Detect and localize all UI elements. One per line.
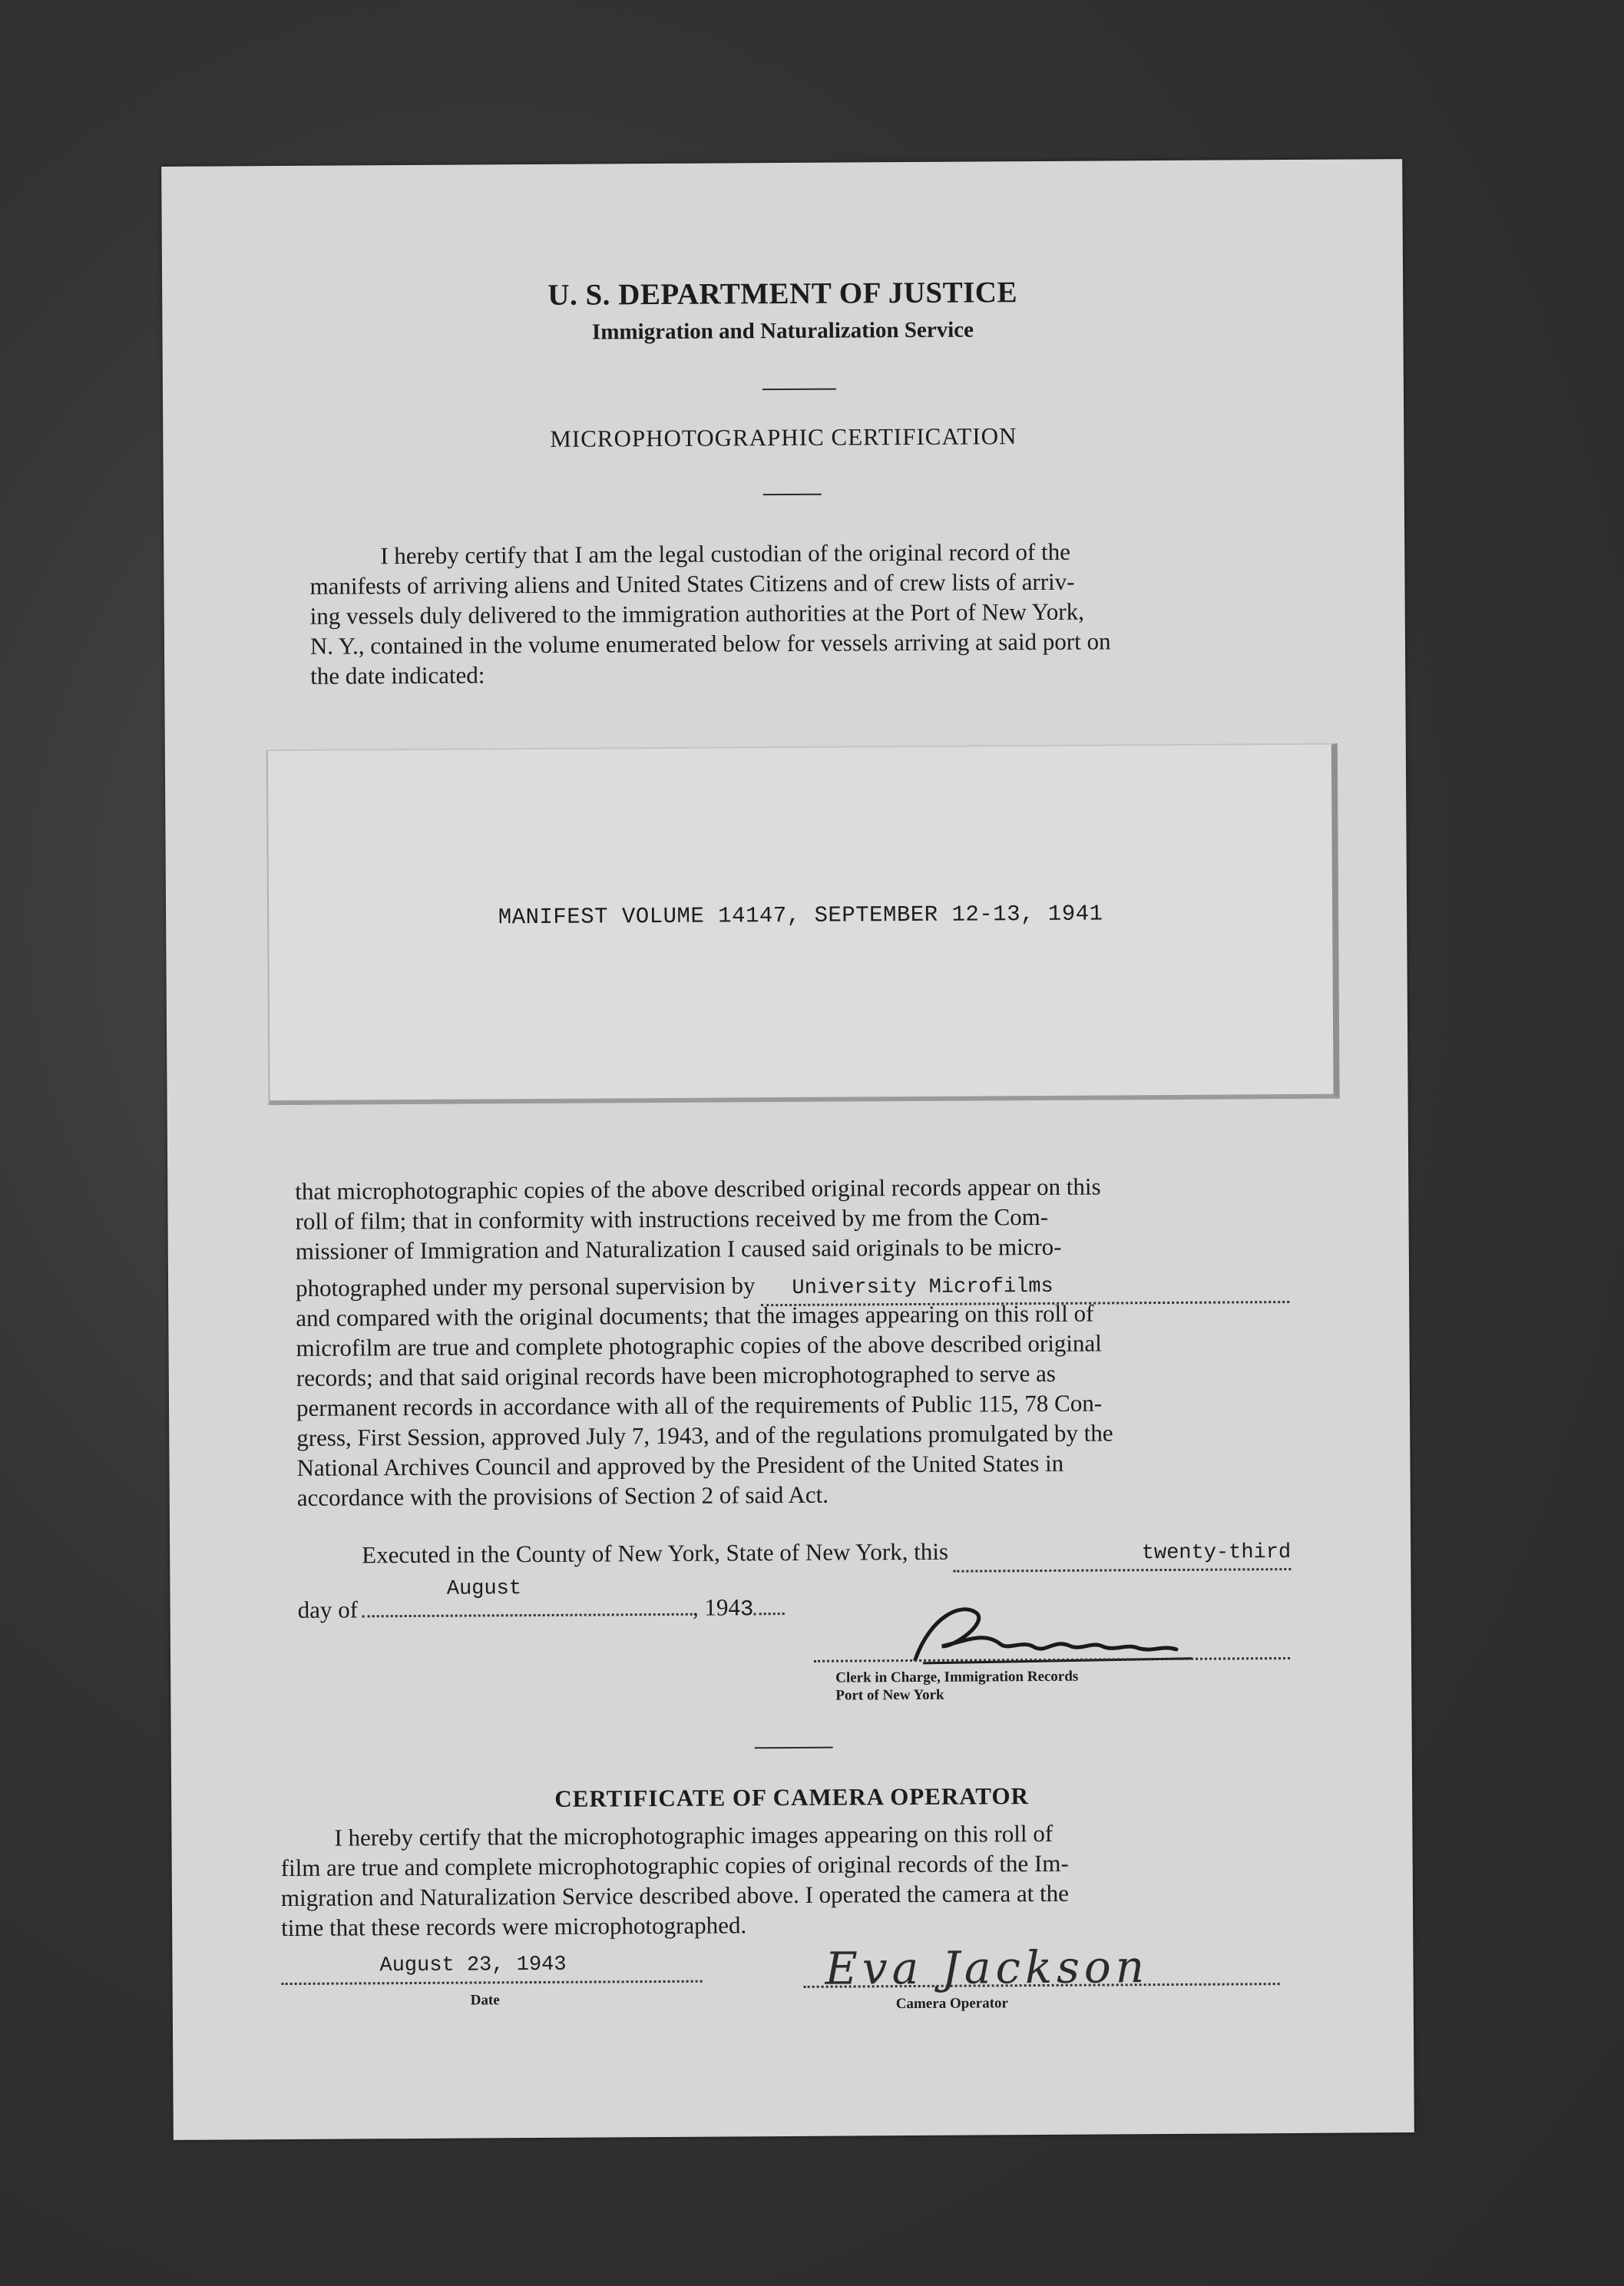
manifest-volume-text: MANIFEST VOLUME 14147, SEPTEMBER 12-13, 1941 — [498, 901, 1103, 931]
executed-day-value: twenty-third — [1141, 1541, 1292, 1566]
intro-paragraph — [309, 535, 1296, 691]
supervision-prefix: photographed under my personal supervision by — [295, 1272, 756, 1302]
supervisor-value: University Microfilms — [792, 1275, 1053, 1300]
date-line — [282, 1980, 703, 1985]
intro-line: manifests of arriving aliens and United States Citizens and of crew lists of arriv- — [309, 567, 1075, 600]
body-paragraph-top — [295, 1170, 1289, 1266]
camera-line: time that these records were microphotographed. — [281, 1911, 747, 1942]
certificate-page — [161, 159, 1414, 2140]
divider-bottom — [755, 1747, 833, 1749]
body-line: roll of film; that in conformity with instructions received by me from the Com- — [295, 1203, 1049, 1235]
body-line: accordance with the provisions of Section 2 of said Act. — [296, 1480, 829, 1511]
year-prefix: , 194 — [692, 1593, 741, 1621]
executed-day-field — [953, 1534, 1292, 1573]
year-trailing-dots — [753, 1590, 784, 1615]
clerk-title: Clerk in Charge, Immigration Records — [835, 1668, 1079, 1686]
intro-line: the date indicated: — [310, 661, 485, 690]
body-line: permanent records in accordance with all of the requirements of Public 115, 78 Con- — [296, 1389, 1103, 1421]
operator-signature: Eva Jackson — [825, 1940, 1149, 1995]
intro-line: N. Y., contained in the volume enumerated below for vessels arriving at said port on — [309, 627, 1111, 660]
year-digit: 3 — [739, 1596, 754, 1623]
date-label: Date — [470, 1992, 500, 2009]
body-line: gress, First Session, approved July 7, 1943, and of the regulations promulgated by the — [296, 1419, 1113, 1451]
divider-top — [762, 389, 836, 391]
body-line: missioner of Immigration and Naturalization I caused said originals to be micro- — [295, 1232, 1062, 1265]
clerk-place: Port of New York — [835, 1686, 944, 1704]
operator-label: Camera Operator — [895, 1995, 1009, 2013]
camera-line: migration and Naturalization Service described above. I operated the camera at the — [280, 1879, 1070, 1912]
camera-line: film are true and complete microphotographic copies of original records of the Im- — [280, 1849, 1069, 1882]
divider-mid — [763, 494, 822, 495]
clerk-signature — [868, 1585, 1222, 1679]
camera-certificate-heading: CERTIFICATE OF CAMERA OPERATOR — [554, 1782, 1030, 1812]
intro-line: ing vessels duly delivered to the immigration authorities at the Port of New York, — [309, 597, 1085, 630]
body-line: that microphotographic copies of the above described original records appear on this — [295, 1173, 1101, 1205]
intro-line: I hereby certify that I am the legal custodian of the original record of the — [380, 538, 1070, 570]
camera-line: I hereby certify that the microphotographic images appearing on this roll of — [334, 1819, 1053, 1851]
month-value: August — [446, 1577, 522, 1601]
day-of-line — [297, 1577, 835, 1627]
body-line: microfilm are true and complete photographic copies of the above described original — [296, 1329, 1102, 1361]
day-of-label: day of — [297, 1596, 359, 1623]
body-paragraph-bottom — [296, 1297, 1291, 1513]
executed-prefix: Executed in the County of New York, State of New York, this — [362, 1537, 949, 1569]
body-line: National Archives Council and approved by the President of the United States in — [296, 1449, 1064, 1481]
certification-heading: MICROPHOTOGRAPHIC CERTIFICATION — [550, 422, 1017, 452]
body-line: records; and that said original records have been microphotographed to serve as — [296, 1359, 1056, 1391]
service-subtitle: Immigration and Naturalization Service — [591, 317, 974, 345]
body-line: and compared with the original documents; that the images appearing on this roll of — [296, 1299, 1094, 1332]
date-value: August 23, 1943 — [379, 1953, 567, 1978]
camera-paragraph — [280, 1817, 1288, 1943]
department-title: U. S. DEPARTMENT OF JUSTICE — [547, 276, 1018, 312]
executed-line — [362, 1534, 1291, 1576]
month-field — [362, 1577, 693, 1618]
manifest-volume-box — [266, 743, 1340, 1106]
